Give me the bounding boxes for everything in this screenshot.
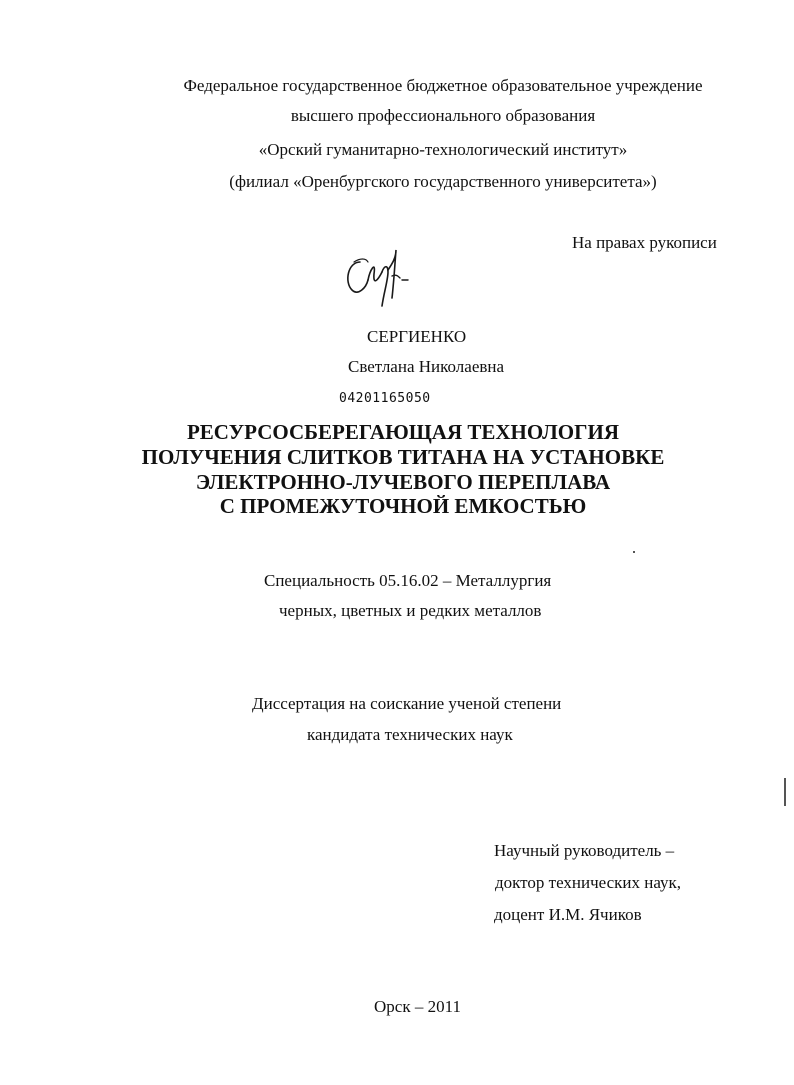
institution-line-4: (филиал «Оренбургского государственного университета»)	[229, 172, 657, 191]
title-line-1: РЕСУРСОСБЕРЕГАЮЩАЯ ТЕХНОЛОГИЯ	[186, 420, 620, 444]
supervisor-line-3: доцент И.М. Ячиков	[494, 905, 642, 924]
supervisor-line-1: Научный руководитель –	[494, 841, 675, 860]
rights-note: На правах рукописи	[572, 233, 717, 252]
institution-line-2: высшего профессионального образования	[290, 106, 596, 125]
scan-margin-mark	[784, 778, 786, 806]
city-year: Орск – 2011	[374, 997, 461, 1016]
registration-number: 04201165050	[339, 391, 431, 406]
specialty-line-2: черных, цветных и редких металлов	[279, 601, 542, 620]
scan-speck	[633, 551, 635, 553]
degree-line-1: Диссертация на соискание ученой степени	[252, 694, 562, 713]
degree-line-2: кандидата технических наук	[307, 725, 513, 744]
institution-line-3: «Орский гуманитарно-технологический институт»	[258, 140, 628, 159]
signature-image	[338, 240, 418, 318]
title-line-2: ПОЛУЧЕНИЯ СЛИТКОВ ТИТАНА НА УСТАНОВКЕ	[141, 445, 665, 469]
supervisor-line-2: доктор технических наук,	[495, 873, 682, 892]
institution-line-1: Федеральное государственное бюджетное образовательное учреждение	[183, 76, 703, 95]
specialty-line-1: Специальность 05.16.02 – Металлургия	[264, 571, 552, 590]
author-given-names: Светлана Николаевна	[348, 357, 505, 376]
title-line-3: ЭЛЕКТРОННО-ЛУЧЕВОГО ПЕРЕПЛАВА	[195, 470, 611, 494]
author-surname: СЕРГИЕНКО	[367, 327, 467, 346]
title-line-4: С ПРОМЕЖУТОЧНОЙ ЕМКОСТЬЮ	[219, 494, 587, 518]
